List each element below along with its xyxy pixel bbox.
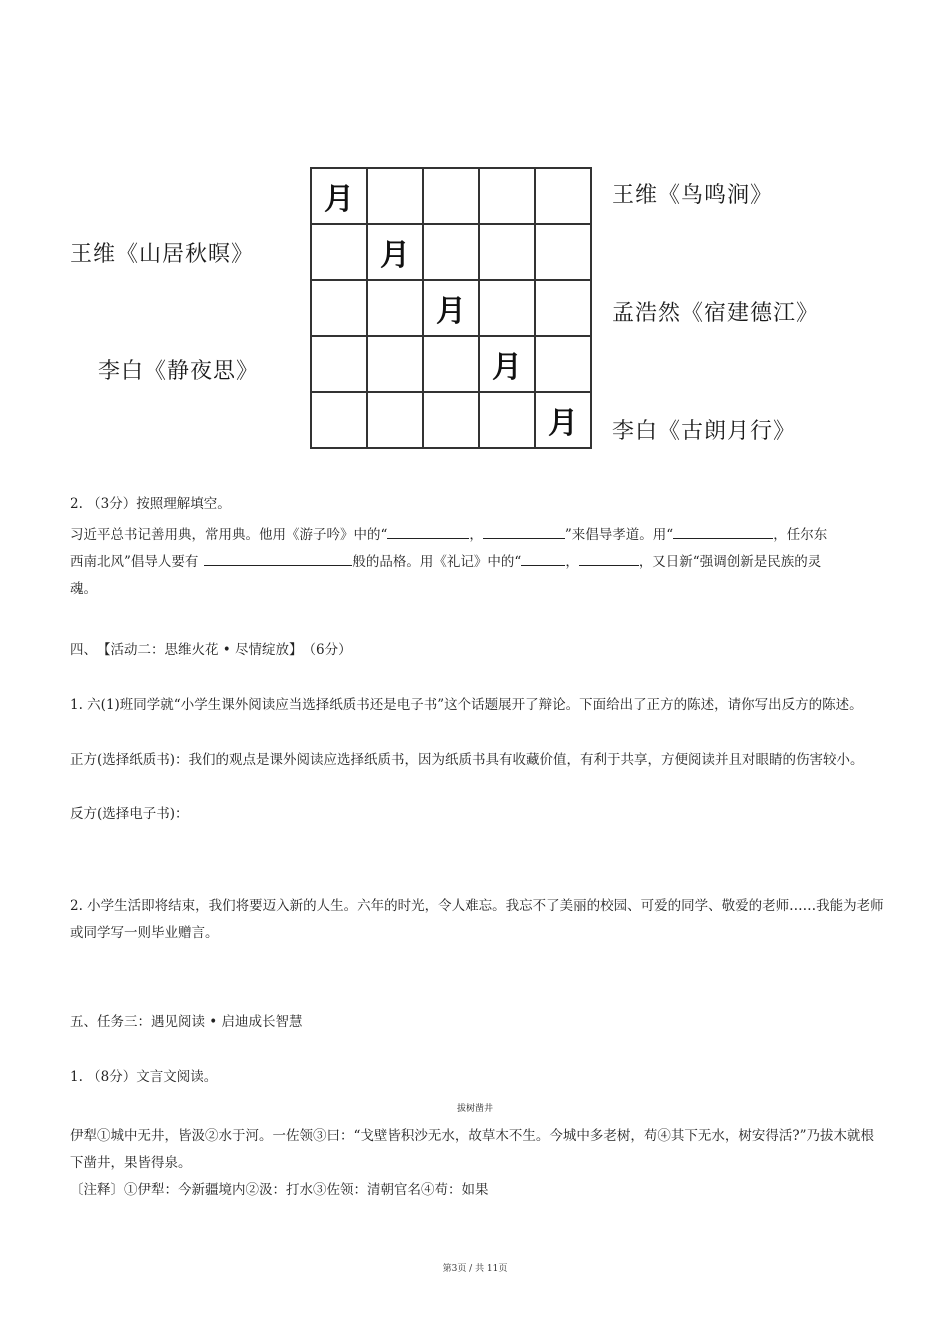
grid-cell-moon: 月 (479, 336, 535, 392)
q2-body (70, 522, 885, 603)
q2-text: ，任尔东 (773, 527, 828, 543)
moon-character-grid (310, 167, 592, 449)
grid-cell-moon: 月 (311, 168, 367, 224)
q2-line-1 (70, 522, 885, 549)
q2-text: ，又日新“强调创新是民族的灵 (638, 554, 822, 570)
fill-blank[interactable] (483, 524, 565, 539)
q2-text: 习近平总书记善用典，常用典。他用《游子吟》中的“ (70, 527, 388, 543)
page-number: 第3页 / 共 11页 (442, 1264, 508, 1274)
grid-cell-moon: 月 (367, 224, 423, 280)
q2-text: 西南北风”倡导人要有 (70, 554, 199, 570)
section4-q1-pro: 正方(选择纸质书)：我们的观点是课外阅读应选择纸质书，因为纸质书具有收藏价值，有利于共享，方便阅读并且对眼睛的伤害较小。 (70, 752, 864, 768)
fill-blank[interactable] (673, 524, 773, 539)
grid-cell (423, 336, 479, 392)
passage-title: 拔树凿井 (456, 1104, 493, 1114)
poem-label-libai-gulangyuexing: 李白《古朗月行》 (612, 419, 797, 444)
grid-cell (479, 392, 535, 448)
passage-notes: 〔注释〕①伊犁：今新疆境内②汲：打水③佐领：清朝官名④苟：如果 (70, 1182, 489, 1198)
grid-cell (367, 168, 423, 224)
section4-q1-text: 1. 六(1)班同学就“小学生课外阅读应当选择纸质书还是电子书”这个话题展开了辩论。下面给出了正方的陈述，请你写出反方的陈述。 (70, 697, 863, 713)
poem-label-menghaoran-sujiandejiang: 孟浩然《宿建德江》 (612, 301, 820, 326)
q2-text: 般的品格。用《礼记》中的“ (352, 554, 522, 570)
grid-cell (479, 224, 535, 280)
section4-q1-con: 反方(选择电子书)： (70, 806, 189, 822)
poem-label-wangwei-niaomingjian: 王维《鸟鸣涧》 (612, 183, 774, 208)
fill-blank[interactable] (521, 551, 565, 566)
fill-blank[interactable] (204, 551, 352, 566)
grid-cell (535, 280, 591, 336)
grid-cell (535, 168, 591, 224)
grid-cell (367, 392, 423, 448)
grid-cell (311, 336, 367, 392)
section5-heading: 五、任务三：遇见阅读 • 启迪成长智慧 (70, 1014, 303, 1030)
grid-cell-moon: 月 (423, 280, 479, 336)
section4-q2-text: 2. 小学生活即将结束，我们将要迈入新的人生。六年的时光，令人难忘。我忘不了美丽的校园、可爱的同学、敬爱的老师……我能为老师或同学写一则毕业赠言。 (70, 898, 884, 941)
grid-cell (311, 224, 367, 280)
grid-cell (479, 280, 535, 336)
grid-cell (479, 168, 535, 224)
q2-text: ， (469, 527, 483, 543)
grid-cell (367, 336, 423, 392)
q2-line-2 (70, 549, 885, 576)
grid-cell (367, 280, 423, 336)
section5-q1-header: 1. （8分）文言文阅读。 (70, 1069, 218, 1085)
grid-cell (423, 392, 479, 448)
grid-cell (311, 392, 367, 448)
poem-label-libai-jingyesi: 李白《静夜思》 (98, 359, 260, 384)
fill-blank[interactable] (579, 551, 639, 566)
grid-cell (423, 168, 479, 224)
fill-blank[interactable] (387, 524, 469, 539)
q2-text: ， (565, 554, 579, 570)
grid-cell (311, 280, 367, 336)
q2-text: ”来倡导孝道。用“ (564, 527, 674, 543)
grid-cell (423, 224, 479, 280)
passage-text: 伊犁①城中无井，皆汲②水于河。一佐领③曰：“戈壁皆积沙无水，故草木不生。今城中多老树，苟④其下无水，树安得活?”乃拔木就根下凿井，果皆得泉。 (70, 1128, 875, 1171)
grid-cell-moon: 月 (535, 392, 591, 448)
q2-header: 2. （3分）按照理解填空。 (70, 496, 231, 512)
section4-heading: 四、 【活动二：思维火花 • 尽情绽放】 （6分） (70, 642, 352, 658)
grid-cell (535, 224, 591, 280)
q2-line-3: 魂。 (70, 581, 97, 597)
poem-label-wangwei-shanjuqiuming: 王维《山居秋暝》 (70, 242, 255, 267)
grid-cell (535, 336, 591, 392)
